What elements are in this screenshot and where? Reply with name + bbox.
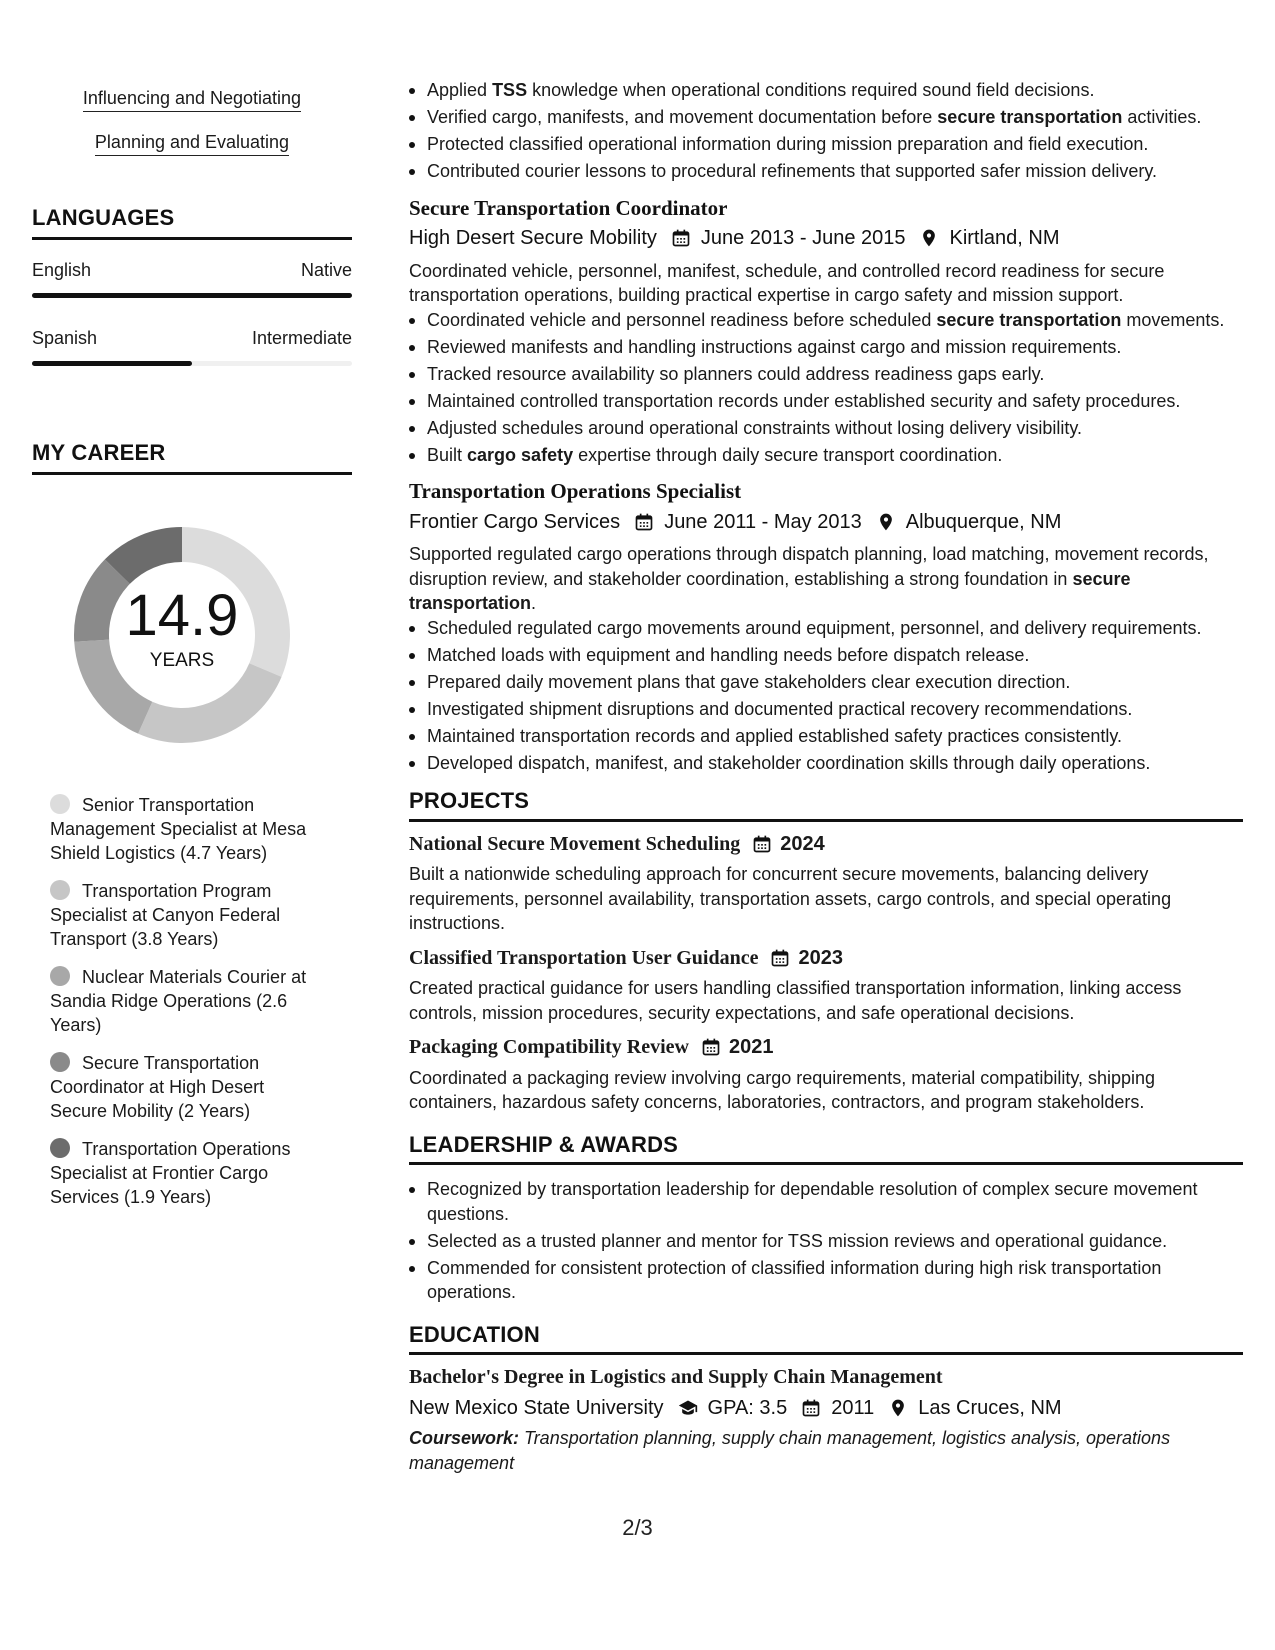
language-item (32, 260, 352, 298)
project-name: Classified Transportation User Guidance (409, 946, 759, 969)
project-title (409, 832, 1243, 857)
legend-dot (50, 794, 70, 814)
bullet-item: Prepared daily movement plans that gave stakeholders clear execution direction. (427, 670, 1243, 695)
job-location: Albuquerque, NM (905, 510, 1062, 533)
project-description: Built a nationwide scheduling approach for concurrent secure movements, balancing delivery requirements, personnel availability, transportation assets, cargo controls, and special operating instructions. (409, 864, 1172, 933)
legend-dot (50, 966, 70, 986)
job-location: Kirtland, NM (949, 227, 1060, 249)
section-divider (409, 819, 1243, 822)
bullet-item: Adjusted schedules around operational constraints without losing delivery visibility. (427, 416, 1243, 441)
coursework (409, 1426, 1243, 1475)
skill-item (32, 132, 352, 153)
education-location: Las Cruces, NM (918, 1396, 1062, 1419)
bullet-item: Applied TSS knowledge when operational conditions required sound field decisions. (427, 78, 1243, 103)
career-legend-item (50, 965, 320, 1037)
project-entry (409, 946, 1243, 1026)
language-proficiency-fill (32, 361, 192, 366)
career-heading: MY CAREER (32, 440, 166, 465)
job-title: Secure Transportation Coordinator (409, 195, 728, 220)
company-name: High Desert Secure Mobility (409, 227, 657, 249)
legend-label: Transportation Program Specialist at Canyon Federal Transport (3.8 Years) (50, 881, 281, 949)
section-divider (32, 472, 352, 475)
job-entry (409, 479, 1243, 775)
bullet-item: Verified cargo, manifests, and movement documentation before secure transportation activities. (427, 105, 1243, 130)
bullet-item: Scheduled regulated cargo movements around equipment, personnel, and delivery requirements. (427, 616, 1243, 641)
project-description: Coordinated a packaging review involving cargo requirements, material compatibility, shipping containers, hazardous safety concerns, laboratories, contractors, and program stakeholders. (409, 1067, 1156, 1112)
bullet-item: Investigated shipment disruptions and documented practical recovery recommendations. (427, 697, 1243, 722)
bullet-item: Developed dispatch, manifest, and stakeholder coordination skills through daily operations. (427, 751, 1243, 776)
coursework-label: Coursework: (409, 1428, 520, 1448)
project-year: 2023 (798, 946, 843, 969)
calendar-icon (634, 512, 654, 532)
left-column (32, 80, 352, 1223)
language-proficiency-bar (32, 361, 352, 366)
project-name: National Secure Movement Scheduling (409, 832, 741, 855)
skill-item (32, 88, 352, 109)
legend-label: Nuclear Materials Courier at Sandia Ridge Operations (2.6 Years) (50, 967, 307, 1035)
language-level: Intermediate (251, 328, 352, 348)
legend-label: Senior Transportation Management Specialist at Mesa Shield Logistics (4.7 Years) (50, 795, 307, 863)
legend-label: Transportation Operations Specialist at Frontier Cargo Services (1.9 Years) (50, 1139, 291, 1207)
calendar-icon (752, 834, 772, 854)
career-total-years: 14.9 (125, 583, 239, 648)
language-proficiency-fill (32, 293, 352, 298)
project-list (409, 832, 1243, 1115)
calendar-icon (671, 228, 691, 248)
skill-label: Influencing and Negotiating (83, 88, 301, 112)
job-meta (409, 226, 1243, 251)
career-years-unit: YEARS (149, 650, 215, 671)
graduation-cap-icon (678, 1398, 698, 1418)
career-legend-item (50, 879, 320, 951)
project-name: Packaging Compatibility Review (409, 1036, 689, 1058)
career-section (32, 440, 352, 1209)
location-pin-icon (888, 1398, 908, 1418)
section-divider (32, 237, 352, 240)
graduation-year: 2011 (831, 1396, 875, 1419)
bullet-item: Coordinated vehicle and personnel readiness before scheduled secure transportation movements. (427, 308, 1243, 333)
bullet-item: Commended for consistent protection of classified information during high risk transportation operations. (427, 1256, 1243, 1305)
company-name: Frontier Cargo Services (409, 510, 621, 533)
degree-title: Bachelor's Degree in Logistics and Supply Chain Management (409, 1366, 943, 1388)
language-proficiency-bar (32, 293, 352, 298)
career-legend-item (50, 793, 320, 865)
project-year: 2021 (729, 1036, 774, 1058)
gpa-value: GPA: 3.5 (707, 1396, 788, 1419)
bullet-item: Reviewed manifests and handling instructions against cargo and mission requirements. (427, 335, 1243, 360)
project-entry (409, 1035, 1243, 1115)
bullet-item: Selected as a trusted planner and mentor for TSS mission reviews and operational guidance. (427, 1229, 1243, 1254)
project-title (409, 946, 1243, 971)
project-entry (409, 832, 1243, 936)
legend-dot (50, 880, 70, 900)
section-divider (409, 1352, 1243, 1355)
languages-heading: LANGUAGES (32, 205, 175, 230)
skill-label: Planning and Evaluating (95, 132, 289, 156)
bullet-item: Maintained transportation records and applied established safety practices consistently. (427, 724, 1243, 749)
bullet-item: Matched loads with equipment and handling needs before dispatch release. (427, 643, 1243, 668)
job-bullets (409, 308, 1243, 468)
awards-heading: LEADERSHIP & AWARDS (409, 1131, 679, 1157)
job-summary: Coordinated vehicle, personnel, manifest, schedule, and controlled record readiness for secure transportation operations, building practical expertise in cargo safety and mission support. (409, 260, 1165, 305)
job-entry (409, 196, 1243, 468)
career-legend-item (50, 1137, 320, 1209)
career-donut-chart (62, 515, 302, 755)
project-year: 2024 (780, 832, 825, 855)
experience-bullet-list (409, 78, 1243, 184)
school-name: New Mexico State University (409, 1396, 664, 1419)
awards-section (409, 1133, 1243, 1305)
bullet-item: Built cargo safety expertise through daily secure transport coordination. (427, 443, 1243, 468)
career-legend (32, 793, 352, 1209)
language-level: Native (300, 260, 352, 280)
language-item (32, 328, 352, 366)
bullet-item: Contributed courier lessons to procedural refinements that supported safer mission delivery. (427, 159, 1243, 184)
job-summary: Supported regulated cargo operations through dispatch planning, load matching, movement records, disruption review, and stakeholder coordination, establishing a strong foundation in secure transportation. (409, 544, 1209, 613)
project-title (409, 1035, 1243, 1060)
section-divider (409, 1162, 1243, 1165)
career-legend-item (50, 1051, 320, 1123)
legend-dot (50, 1138, 70, 1158)
projects-heading: PROJECTS (409, 788, 530, 813)
coursework-text: Transportation planning, supply chain management, logistics analysis, operations management (409, 1428, 1171, 1473)
education-heading: EDUCATION (409, 1321, 540, 1347)
bullet-item: Protected classified operational information during mission preparation and field execution. (427, 132, 1243, 157)
right-column (409, 78, 1243, 1475)
legend-dot (50, 1052, 70, 1072)
awards-list (409, 1177, 1243, 1305)
education-meta (409, 1396, 1243, 1421)
language-name: English (32, 260, 92, 280)
languages-section (32, 205, 352, 366)
calendar-icon (770, 948, 790, 968)
job-title: Transportation Operations Specialist (409, 479, 742, 503)
location-pin-icon (876, 512, 896, 532)
legend-label: Secure Transportation Coordinator at High Desert Secure Mobility (2 Years) (50, 1053, 265, 1121)
bullet-item: Maintained controlled transportation records under established security and safety procedures. (427, 389, 1243, 414)
language-name: Spanish (32, 328, 98, 348)
projects-section (409, 789, 1243, 1115)
calendar-icon (701, 1037, 721, 1057)
education-section (409, 1323, 1243, 1476)
job-dates: June 2013 - June 2015 (700, 227, 906, 249)
job-meta (409, 510, 1243, 535)
project-description: Created practical guidance for users handling classified transportation information, linking access controls, mission procedures, security expectations, and safe operational decisions. (409, 978, 1182, 1023)
job-bullets (409, 616, 1243, 776)
page-number: 2/3 (622, 1515, 653, 1540)
bullet-item: Tracked resource availability so planners could address readiness gaps early. (427, 362, 1243, 387)
bullet-item: Recognized by transportation leadership for dependable resolution of complex secure movement questions. (427, 1177, 1243, 1226)
location-pin-icon (919, 228, 939, 248)
job-list (409, 196, 1243, 776)
job-dates: June 2011 - May 2013 (664, 510, 862, 533)
calendar-icon (801, 1398, 821, 1418)
